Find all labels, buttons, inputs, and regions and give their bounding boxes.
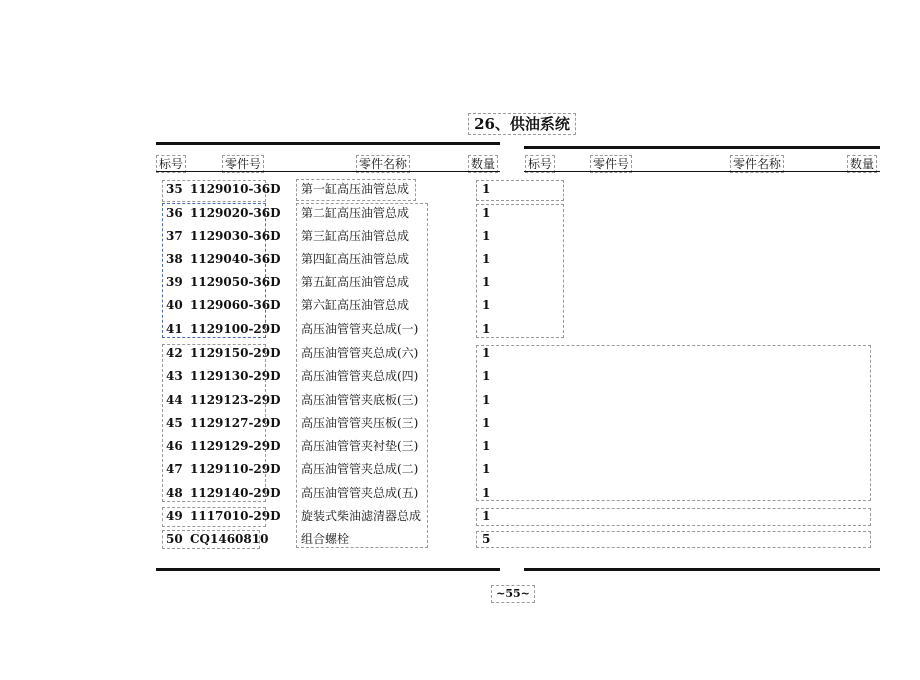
row-number: 43 <box>166 369 183 383</box>
part-name: 第一缸高压油管总成 <box>301 182 410 196</box>
quantity: 1 <box>482 229 491 243</box>
header-part-no: 零件号 <box>222 155 264 173</box>
table-row <box>0 412 920 434</box>
row-number: 46 <box>166 439 183 453</box>
header-part-name: 零件名称 <box>356 155 410 173</box>
right-header-part-no: 零件号 <box>590 155 632 173</box>
part-number: 1129030-36D <box>190 229 281 243</box>
row-number: 45 <box>166 416 183 430</box>
row-number: 48 <box>166 486 183 500</box>
part-number: 1129127-29D <box>190 416 281 430</box>
top-rule-right <box>524 146 880 149</box>
row-number: 44 <box>166 393 183 407</box>
part-number: 1129040-36D <box>190 252 281 266</box>
row-number: 47 <box>166 462 183 476</box>
table-row <box>0 505 920 527</box>
quantity: 1 <box>482 206 491 220</box>
part-name: 组合螺栓 <box>301 532 350 546</box>
quantity: 1 <box>482 298 491 312</box>
bottom-rule-left <box>156 568 500 571</box>
part-number: 1129130-29D <box>190 369 281 383</box>
quantity: 1 <box>482 439 491 453</box>
row-number: 42 <box>166 346 183 360</box>
part-name: 第三缸高压油管总成 <box>301 229 410 243</box>
header-no: 标号 <box>156 155 186 173</box>
part-number: 1129020-36D <box>190 206 281 220</box>
table-row <box>0 482 920 504</box>
part-number: 1129110-29D <box>190 462 281 476</box>
part-name: 高压油管管夹压板(三) <box>301 416 419 430</box>
row-number: 35 <box>166 182 183 196</box>
table-row <box>0 342 920 364</box>
top-rule-left <box>156 142 500 145</box>
row-number: 38 <box>166 252 183 266</box>
bottom-rule-right <box>524 568 880 571</box>
part-number: 1129100-29D <box>190 322 281 336</box>
row-number: 39 <box>166 275 183 289</box>
part-number: CQ1460810 <box>190 532 269 546</box>
part-number: 1129060-36D <box>190 298 281 312</box>
section-title: 26、供油系统 <box>468 113 576 135</box>
part-number: 1129140-29D <box>190 486 281 500</box>
table-row <box>0 458 920 480</box>
quantity: 1 <box>482 369 491 383</box>
table-row <box>0 365 920 387</box>
part-number: 1129050-36D <box>190 275 281 289</box>
table-row <box>0 389 920 411</box>
part-name: 高压油管管夹总成(四) <box>301 369 419 383</box>
right-header-part-name: 零件名称 <box>730 155 784 173</box>
table-row <box>0 178 920 200</box>
part-name: 旋装式柴油滤清器总成 <box>301 509 422 523</box>
part-number: 1129129-29D <box>190 439 281 453</box>
table-row <box>0 435 920 457</box>
quantity: 1 <box>482 509 491 523</box>
table-row <box>0 248 920 270</box>
header-rule-left <box>156 171 500 172</box>
page-number: ~55~ <box>491 585 535 603</box>
quantity: 1 <box>482 275 491 289</box>
row-number: 40 <box>166 298 183 312</box>
table-row <box>0 528 920 550</box>
part-name: 高压油管管夹总成(二) <box>301 462 419 476</box>
part-number: 1129123-29D <box>190 393 281 407</box>
part-name: 高压油管管夹总成(六) <box>301 346 419 360</box>
table-row <box>0 202 920 224</box>
row-number: 50 <box>166 532 183 546</box>
quantity: 1 <box>482 252 491 266</box>
part-name: 高压油管管夹总成(五) <box>301 486 419 500</box>
quantity: 1 <box>482 393 491 407</box>
table-row <box>0 271 920 293</box>
part-number: 1129150-29D <box>190 346 281 360</box>
part-name: 高压油管管夹总成(一) <box>301 322 419 336</box>
part-name: 第六缸高压油管总成 <box>301 298 410 312</box>
row-number: 37 <box>166 229 183 243</box>
part-number: 1129010-36D <box>190 182 281 196</box>
header-rule-right <box>524 171 880 172</box>
quantity: 1 <box>482 322 491 336</box>
part-name: 第二缸高压油管总成 <box>301 206 410 220</box>
right-header-no: 标号 <box>525 155 555 173</box>
quantity: 1 <box>482 486 491 500</box>
quantity: 5 <box>482 532 491 546</box>
quantity: 1 <box>482 182 491 196</box>
part-name: 第五缸高压油管总成 <box>301 275 410 289</box>
table-row <box>0 225 920 247</box>
table-row <box>0 294 920 316</box>
row-number: 41 <box>166 322 183 336</box>
table-row <box>0 318 920 340</box>
part-name: 高压油管管夹衬垫(三) <box>301 439 419 453</box>
quantity: 1 <box>482 346 491 360</box>
part-number: 1117010-29D <box>190 509 281 523</box>
part-name: 第四缸高压油管总成 <box>301 252 410 266</box>
header-qty: 数量 <box>468 155 498 173</box>
quantity: 1 <box>482 462 491 476</box>
right-header-qty: 数量 <box>847 155 877 173</box>
quantity: 1 <box>482 416 491 430</box>
row-number: 49 <box>166 509 183 523</box>
row-number: 36 <box>166 206 183 220</box>
part-name: 高压油管管夹底板(三) <box>301 393 419 407</box>
